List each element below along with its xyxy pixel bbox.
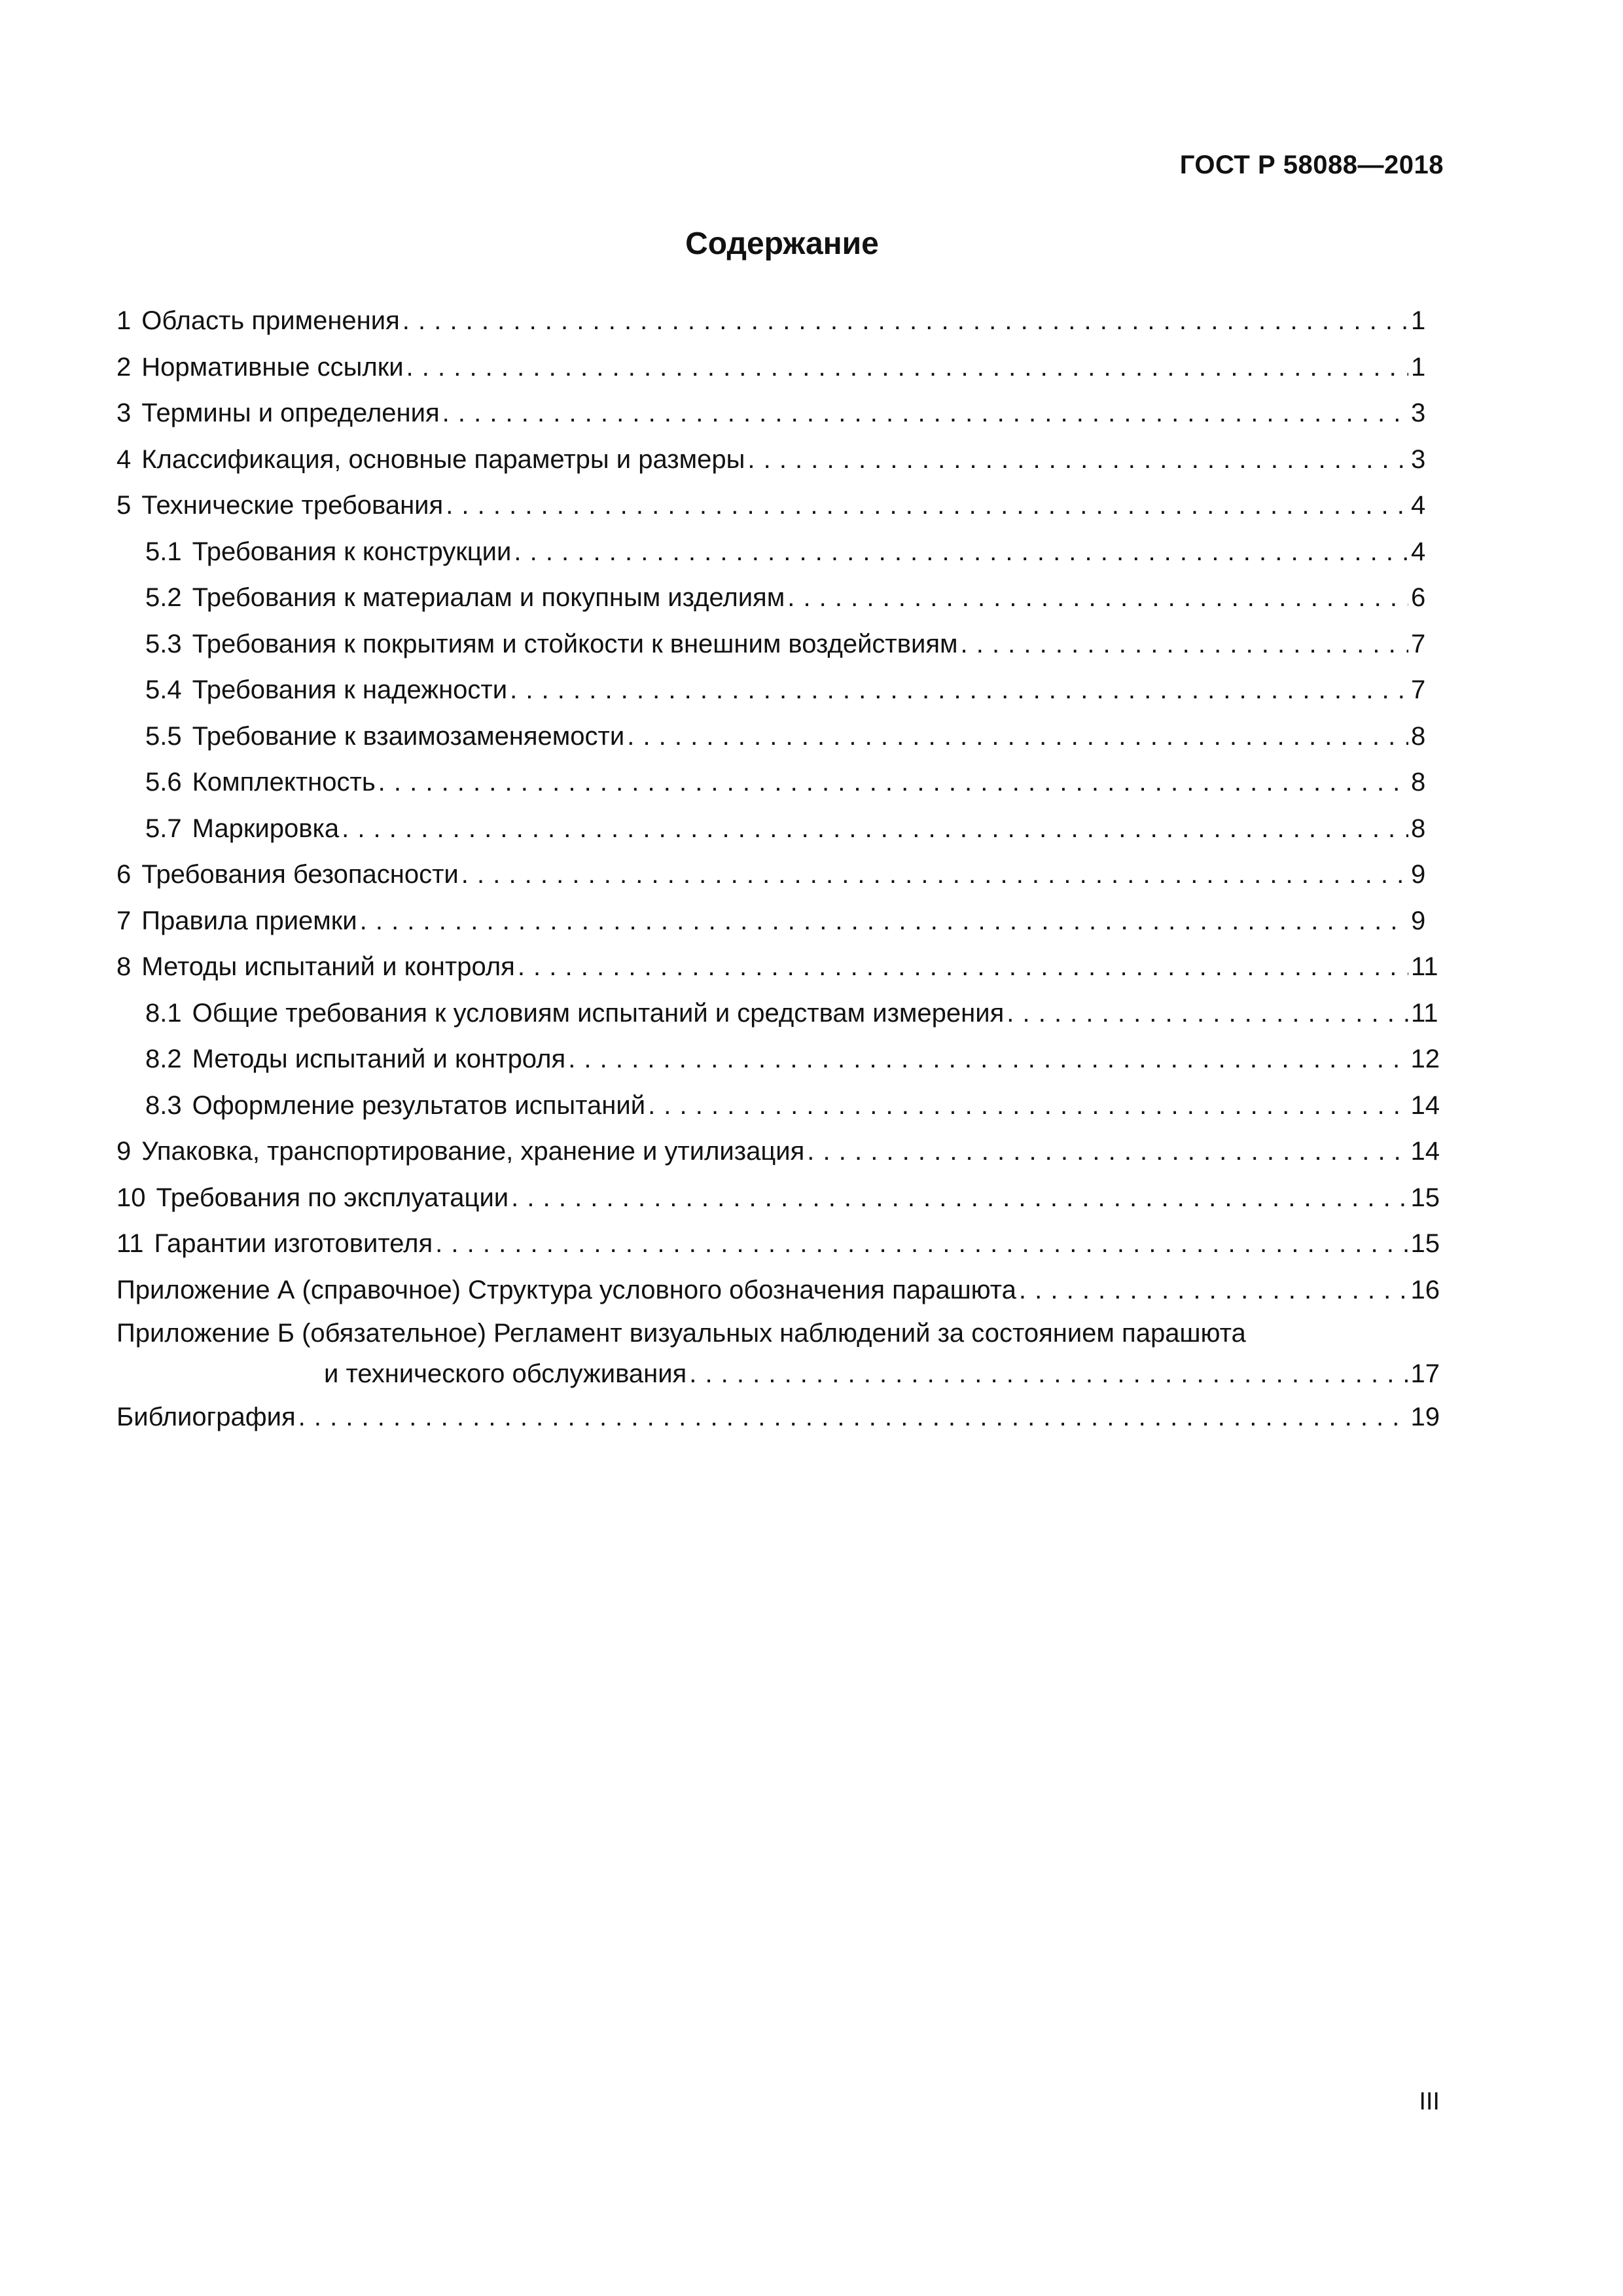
toc-entry-number: 7 xyxy=(116,906,132,935)
dot-leader xyxy=(442,390,1408,437)
toc-entry-8-2[interactable] xyxy=(116,1036,1440,1083)
toc-entry-1[interactable] xyxy=(116,298,1440,344)
toc-entry-label: Требования безопасности xyxy=(141,860,459,889)
toc-entry-page: 17 xyxy=(1410,1359,1440,1388)
toc-entry-page: 15 xyxy=(1410,1183,1440,1212)
toc-entry-number: 8.1 xyxy=(145,998,182,1028)
dot-leader xyxy=(747,437,1408,483)
toc-entry-label: Комплектность xyxy=(192,768,376,797)
toc-entry-6[interactable] xyxy=(116,852,1440,898)
toc-entry-number: 8.3 xyxy=(145,1090,182,1120)
toc-entry-appendix-a[interactable] xyxy=(116,1267,1440,1314)
toc-entry-number: 5.4 xyxy=(145,675,182,704)
dot-leader xyxy=(461,852,1408,898)
toc-entry-label: Требования к покрытиям и стойкости к внешним воздействиям xyxy=(192,629,958,658)
toc-entry-page: 7 xyxy=(1411,629,1426,658)
document-code: ГОСТ Р 58088—2018 xyxy=(1179,151,1444,179)
toc-entry-5-5[interactable] xyxy=(116,713,1440,760)
dot-leader xyxy=(787,575,1408,621)
toc-entry-label: Оформление результатов испытаний xyxy=(192,1090,646,1120)
dot-leader xyxy=(342,806,1408,852)
toc-entry-page: 11 xyxy=(1411,952,1438,981)
toc-entry-page: 8 xyxy=(1411,814,1426,843)
toc-entry-4[interactable] xyxy=(116,437,1440,483)
toc-entry-page: 14 xyxy=(1410,1137,1440,1166)
toc-entry-5-4[interactable] xyxy=(116,667,1440,713)
toc-entry-5-7[interactable] xyxy=(116,806,1440,852)
dot-leader xyxy=(510,667,1408,713)
toc-entry-bibliography[interactable] xyxy=(116,1394,1440,1441)
toc-entry-page: 8 xyxy=(1411,721,1426,751)
toc-entry-8-3[interactable] xyxy=(116,1083,1440,1129)
toc-entry-7[interactable] xyxy=(116,898,1440,944)
dot-leader xyxy=(406,344,1408,391)
toc-entry-number: 5.2 xyxy=(145,583,182,612)
dot-leader xyxy=(402,298,1408,344)
toc-entry-number: 8.2 xyxy=(145,1045,182,1073)
toc-entry-5-6[interactable] xyxy=(116,759,1440,806)
toc-entry-8[interactable] xyxy=(116,944,1440,990)
toc-entry-page: 4 xyxy=(1411,537,1426,566)
toc-entry-page: 1 xyxy=(1411,306,1426,335)
toc-entry-number: 4 xyxy=(116,444,132,474)
toc-entry-page: 7 xyxy=(1411,675,1426,704)
toc-entry-page: 3 xyxy=(1411,399,1426,427)
toc-entry-5-1[interactable] xyxy=(116,529,1440,575)
toc-entry-5-2[interactable] xyxy=(116,575,1440,621)
toc-entry-page: 19 xyxy=(1410,1403,1440,1431)
toc-entry-11[interactable] xyxy=(116,1221,1440,1267)
toc-entry-page: 15 xyxy=(1410,1229,1440,1258)
toc-entry-page: 14 xyxy=(1410,1090,1440,1120)
toc-entry-number: 5.7 xyxy=(145,814,182,843)
toc-entry-label: Требование к взаимозаменяемости xyxy=(192,721,625,751)
toc-entry-number: 6 xyxy=(116,860,132,889)
toc-entry-page: 12 xyxy=(1410,1045,1440,1073)
dot-leader xyxy=(511,1175,1408,1221)
toc-entry-page: 3 xyxy=(1411,444,1426,474)
toc-entry-label: Требования к материалам и покупным изделиям xyxy=(192,583,785,612)
table-of-contents xyxy=(116,298,1440,1441)
toc-entry-page: 8 xyxy=(1411,768,1426,797)
toc-entry-number: 3 xyxy=(116,399,132,427)
dot-leader xyxy=(360,898,1408,944)
dot-leader xyxy=(378,759,1408,806)
dot-leader xyxy=(514,529,1408,575)
dot-leader xyxy=(298,1394,1408,1441)
page-number: III xyxy=(1419,2088,1440,2115)
dot-leader xyxy=(807,1128,1408,1175)
toc-entry-appendix-b-continued[interactable] xyxy=(116,1354,1440,1394)
toc-entry-10[interactable] xyxy=(116,1175,1440,1221)
toc-entry-label: Методы испытаний и контроля xyxy=(192,1045,566,1073)
toc-entry-number: 5.1 xyxy=(145,537,182,566)
toc-entry-number: 2 xyxy=(116,352,132,382)
toc-entry-label: Общие требования к условиям испытаний и средствам измерения xyxy=(192,998,1005,1028)
toc-entry-appendix-b[interactable] xyxy=(116,1313,1440,1354)
toc-entry-number: 9 xyxy=(116,1137,132,1166)
toc-entry-5-3[interactable] xyxy=(116,621,1440,668)
dot-leader xyxy=(648,1083,1408,1129)
toc-entry-number: 5.5 xyxy=(145,721,182,751)
toc-entry-label: Требования по эксплуатации xyxy=(156,1183,509,1212)
toc-entry-page: 6 xyxy=(1411,583,1426,612)
dot-leader xyxy=(689,1354,1408,1394)
toc-entry-3[interactable] xyxy=(116,390,1440,437)
toc-entry-label: Нормативные ссылки xyxy=(141,352,404,382)
toc-entry-label: Приложение А (справочное) Структура условного обозначения парашюта xyxy=(116,1275,1016,1304)
toc-entry-number: 10 xyxy=(116,1183,146,1212)
toc-entry-label: Упаковка, транспортирование, хранение и утилизация xyxy=(141,1137,805,1166)
toc-entry-label: Методы испытаний и контроля xyxy=(141,952,515,981)
toc-entry-page: 9 xyxy=(1411,860,1426,889)
toc-entry-label: Технические требования xyxy=(141,491,444,520)
toc-entry-page: 1 xyxy=(1411,352,1426,382)
toc-entry-label: Приложение Б (обязательное) Регламент визуальных наблюдений за состоянием парашюта xyxy=(116,1319,1246,1348)
toc-entry-label: Библиография xyxy=(116,1403,296,1431)
toc-entry-page: 11 xyxy=(1411,998,1438,1028)
toc-entry-label: и технического обслуживания xyxy=(324,1359,687,1388)
toc-entry-number: 11 xyxy=(116,1229,144,1258)
toc-entry-label: Требования к надежности xyxy=(192,675,508,704)
toc-title: Содержание xyxy=(685,226,879,261)
toc-entry-number: 5.3 xyxy=(145,629,182,658)
dot-leader xyxy=(1019,1267,1408,1314)
dot-leader xyxy=(568,1036,1408,1083)
dot-leader xyxy=(627,713,1408,760)
toc-entry-2[interactable] xyxy=(116,344,1440,391)
toc-entry-9[interactable] xyxy=(116,1128,1440,1175)
dot-leader xyxy=(435,1221,1408,1267)
toc-entry-number: 1 xyxy=(116,306,132,335)
toc-entry-number: 8 xyxy=(116,952,132,981)
toc-entry-label: Правила приемки xyxy=(141,906,357,935)
toc-entry-8-1[interactable] xyxy=(116,990,1440,1037)
toc-entry-label: Требования к конструкции xyxy=(192,537,512,566)
toc-entry-page: 16 xyxy=(1410,1275,1440,1304)
toc-entry-label: Термины и определения xyxy=(141,399,440,427)
toc-entry-label: Гарантии изготовителя xyxy=(154,1229,433,1258)
dot-leader xyxy=(446,482,1408,529)
toc-entry-number: 5 xyxy=(116,491,132,520)
dot-leader xyxy=(961,621,1409,668)
toc-entry-page: 9 xyxy=(1411,906,1426,935)
toc-entry-label: Маркировка xyxy=(192,814,340,843)
toc-entry-number: 5.6 xyxy=(145,768,182,797)
toc-entry-label: Классификация, основные параметры и размеры xyxy=(141,444,745,474)
toc-entry-page: 4 xyxy=(1411,491,1426,520)
toc-entry-5[interactable] xyxy=(116,482,1440,529)
dot-leader xyxy=(518,944,1408,990)
dot-leader xyxy=(1007,990,1408,1037)
toc-entry-label: Область применения xyxy=(141,306,400,335)
